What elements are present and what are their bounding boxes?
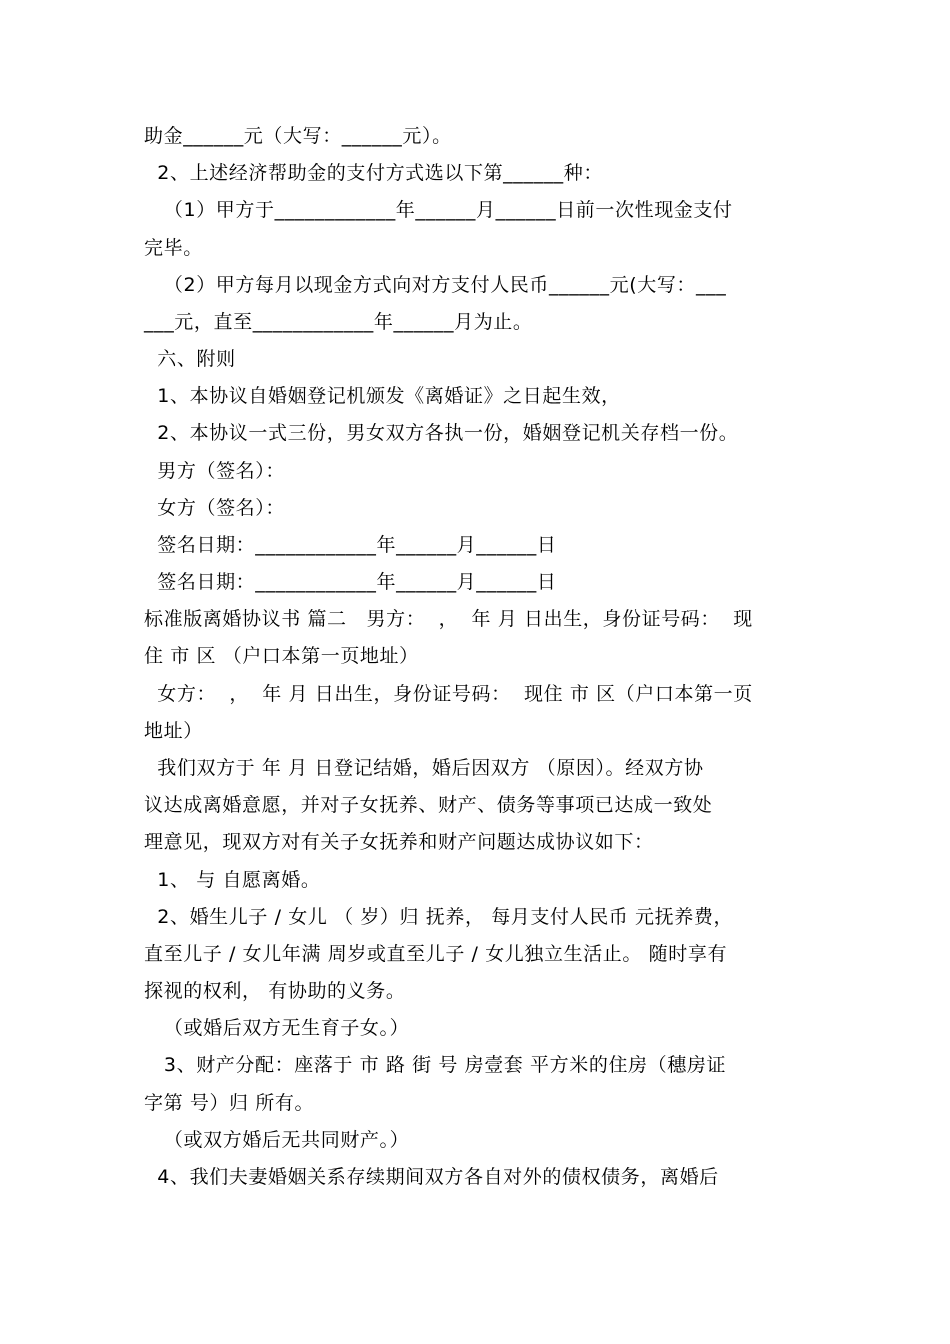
text-line: （2）甲方每月以现金方式向对方支付人民币______元(大写：___	[144, 274, 727, 296]
text-line: 2、婚生儿子 / 女儿 （ 岁）归 抚养， 每月支付人民币 元抚养费，	[144, 906, 734, 928]
text-line: 女方： ， 年 月 日出生，身份证号码： 现住 市 区（户口本第一页	[144, 683, 753, 705]
text-line: 理意见，现双方对有关子女抚养和财产问题达成协议如下：	[144, 831, 654, 853]
text-line: 字第 号）归 所有。	[144, 1092, 315, 1114]
text-line: 2、上述经济帮助金的支付方式选以下第______种：	[144, 162, 603, 184]
text-line: 议达成离婚意愿，并对子女抚养、财产、债务等事项已达成一致处	[144, 794, 713, 816]
signature-date-line: 签名日期：____________年______月______日	[144, 571, 557, 593]
text-line: 助金______元（大写：______元）。	[144, 125, 452, 147]
text-line: 我们双方于 年 月 日登记结婚，婚后因双方 （原因）。经双方协	[144, 757, 704, 779]
text-line: 住 市 区 （户口本第一页地址）	[144, 645, 419, 667]
text-line: 1、本协议自婚姻登记机颁发《离婚证》之日起生效，	[144, 385, 621, 407]
text-line: 1、 与 自愿离婚。	[144, 869, 321, 891]
text-line: 探视的权利， 有协助的义务。	[144, 980, 406, 1002]
text-line: 直至儿子 / 女儿年满 周岁或直至儿子 / 女儿独立生活止。 随时享有	[144, 943, 728, 965]
text-line: 2、本协议一式三份，男女双方各执一份，婚姻登记机关存档一份。	[144, 422, 739, 444]
text-line: 3、财产分配：座落于 市 路 街 号 房壹套 平方米的住房（穗房证	[144, 1054, 727, 1076]
text-line: （1）甲方于____________年______月______日前一次性现金支付	[144, 199, 733, 221]
text-line: 地址）	[144, 720, 203, 742]
text-line: 4、我们夫妻婚姻关系存续期间双方各自对外的债权债务，离婚后	[144, 1166, 719, 1188]
signature-date-line: 签名日期：____________年______月______日	[144, 534, 557, 556]
text-line: 标准版离婚协议书 篇二 男方： ， 年 月 日出生，身份证号码： 现	[144, 608, 753, 630]
signature-line-male: 男方（签名）：	[144, 460, 285, 482]
section-heading: 六、附则	[144, 348, 236, 370]
text-line: 完毕。	[144, 237, 203, 259]
signature-line-female: 女方（签名）：	[144, 497, 285, 519]
text-line: ___元，直至____________年______月为止。	[144, 311, 533, 333]
text-line: （或婚后双方无生育子女。）	[144, 1017, 410, 1039]
text-line: （或双方婚后无共同财产。）	[144, 1129, 410, 1151]
